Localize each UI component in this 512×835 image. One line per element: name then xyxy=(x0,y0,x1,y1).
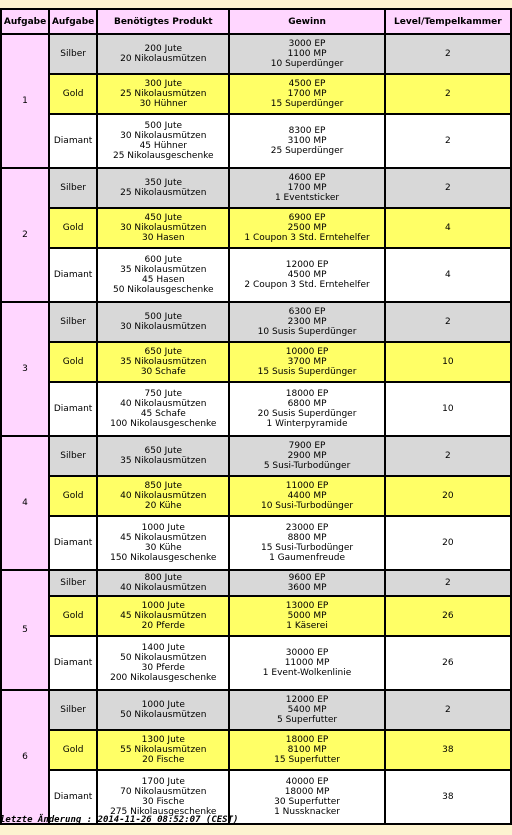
reward-line: 1700 MP xyxy=(287,89,327,99)
reward-line: 6900 EP xyxy=(288,213,326,223)
reward-line: 8300 EP xyxy=(288,126,326,136)
reward-line: 3000 EP xyxy=(288,39,326,49)
reward-cell xyxy=(230,771,383,823)
tier-label: Diamant xyxy=(50,517,96,569)
tier-label: Silber xyxy=(50,35,96,73)
tier-label: Gold xyxy=(50,597,96,635)
product-line: 45 Hasen xyxy=(142,275,185,285)
tier-label: Gold xyxy=(50,343,96,381)
header-aufgabe-number: Aufgabe xyxy=(2,10,48,33)
reward-cell xyxy=(230,517,383,569)
reward-line: 8100 MP xyxy=(287,745,327,755)
level-cell: 2 xyxy=(386,691,510,729)
product-line: 45 Schafe xyxy=(140,409,186,419)
quest-number: 6 xyxy=(2,691,48,823)
product-line: 45 Nikolausmützen xyxy=(120,533,207,543)
reward-line: 2300 MP xyxy=(287,317,327,327)
tier-label: Gold xyxy=(50,209,96,247)
required-product-cell xyxy=(98,115,228,167)
reward-line: 1100 MP xyxy=(287,49,327,59)
required-product-cell xyxy=(98,637,228,689)
required-product-cell xyxy=(98,169,228,207)
reward-line: 12000 EP xyxy=(285,260,329,270)
product-line: 40 Nikolausmützen xyxy=(120,583,207,593)
reward-line: 2 Coupon 3 Std. Erntehelfer xyxy=(244,280,370,290)
reward-cell xyxy=(230,169,383,207)
product-line: 50 Nikolausmützen xyxy=(120,653,207,663)
quest-number: 3 xyxy=(2,303,48,435)
quest-number: 4 xyxy=(2,437,48,569)
quest-row xyxy=(2,437,510,475)
product-line: 500 Jute xyxy=(144,121,183,131)
quest-row xyxy=(2,169,510,207)
quest-row xyxy=(2,209,510,247)
level-cell: 26 xyxy=(386,597,510,635)
product-line: 45 Nikolausmützen xyxy=(120,611,207,621)
reward-line: 15 Superdünger xyxy=(270,99,344,109)
reward-line: 3600 MP xyxy=(287,583,327,593)
product-line: 1000 Jute xyxy=(141,523,185,533)
product-line: 35 Nikolausmützen xyxy=(120,265,207,275)
product-line: 150 Nikolausgeschenke xyxy=(110,553,217,563)
header-product: Benötigtes Produkt xyxy=(98,10,228,33)
quest-number: 1 xyxy=(2,35,48,167)
required-product-cell xyxy=(98,75,228,113)
reward-cell xyxy=(230,597,383,635)
tier-label: Diamant xyxy=(50,637,96,689)
reward-cell xyxy=(230,437,383,475)
product-line: 30 Pferde xyxy=(141,663,185,673)
product-line: 500 Jute xyxy=(144,312,183,322)
reward-line: 3700 MP xyxy=(287,357,327,367)
level-cell: 2 xyxy=(386,169,510,207)
quest-number: 2 xyxy=(2,169,48,301)
reward-cell xyxy=(230,75,383,113)
product-line: 800 Jute xyxy=(144,573,183,583)
product-line: 30 Nikolausmützen xyxy=(120,322,207,332)
reward-line: 15 Superfutter xyxy=(274,755,340,765)
product-line: 25 Nikolausgeschenke xyxy=(112,151,214,161)
level-cell: 2 xyxy=(386,35,510,73)
reward-line: 18000 MP xyxy=(284,787,330,797)
product-line: 30 Schafe xyxy=(140,367,186,377)
reward-line: 5400 MP xyxy=(287,705,327,715)
tier-label: Silber xyxy=(50,169,96,207)
product-line: 55 Nikolausmützen xyxy=(120,745,207,755)
reward-line: 20 Susis Superdünger xyxy=(257,409,357,419)
required-product-cell xyxy=(98,597,228,635)
product-line: 1700 Jute xyxy=(141,777,185,787)
required-product-cell xyxy=(98,249,228,301)
reward-line: 9600 EP xyxy=(288,573,326,583)
product-line: 35 Nikolausmützen xyxy=(120,357,207,367)
reward-line: 1 Event-Wolkenlinie xyxy=(262,668,352,678)
product-line: 750 Jute xyxy=(144,389,183,399)
reward-line: 5 Susi-Turbodünger xyxy=(263,461,351,471)
reward-line: 1 Eventsticker xyxy=(274,193,340,203)
header-row xyxy=(2,10,510,33)
level-cell: 2 xyxy=(386,437,510,475)
product-line: 350 Jute xyxy=(144,178,183,188)
level-cell: 4 xyxy=(386,209,510,247)
reward-line: 10 Susi-Turbodünger xyxy=(260,501,354,511)
reward-cell xyxy=(230,571,383,595)
reward-cell xyxy=(230,731,383,769)
reward-line: 1 Winterpyramide xyxy=(266,419,348,429)
header-aufgabe-tier: Aufgabe xyxy=(50,10,96,33)
quest-row xyxy=(2,571,510,595)
quest-row xyxy=(2,383,510,435)
header-reward: Gewinn xyxy=(230,10,383,33)
reward-line: 1700 MP xyxy=(287,183,327,193)
required-product-cell xyxy=(98,571,228,595)
reward-line: 6800 MP xyxy=(287,399,327,409)
product-line: 50 Nikolausgeschenke xyxy=(112,285,214,295)
reward-line: 13000 EP xyxy=(285,601,329,611)
reward-cell xyxy=(230,383,383,435)
reward-line: 1 Nussknacker xyxy=(274,807,341,817)
product-line: 20 Pferde xyxy=(141,621,185,631)
quest-row xyxy=(2,35,510,73)
quest-number: 5 xyxy=(2,571,48,689)
product-line: 275 Nikolausgeschenke xyxy=(110,807,217,817)
reward-line: 5 Superfutter xyxy=(276,715,338,725)
required-product-cell xyxy=(98,383,228,435)
level-cell: 26 xyxy=(386,637,510,689)
product-line: 650 Jute xyxy=(144,446,183,456)
product-line: 30 Kühe xyxy=(144,543,182,553)
product-line: 30 Hasen xyxy=(142,233,185,243)
reward-line: 1 Coupon 3 Std. Erntehelfer xyxy=(244,233,370,243)
product-line: 200 Nikolausgeschenke xyxy=(110,673,217,683)
product-line: 40 Nikolausmützen xyxy=(120,399,207,409)
reward-line: 4500 MP xyxy=(287,270,327,280)
reward-cell xyxy=(230,691,383,729)
quest-table xyxy=(0,8,512,825)
reward-cell xyxy=(230,209,383,247)
reward-line: 3100 MP xyxy=(287,136,327,146)
required-product-cell xyxy=(98,343,228,381)
reward-cell xyxy=(230,343,383,381)
required-product-cell xyxy=(98,437,228,475)
quest-row xyxy=(2,115,510,167)
required-product-cell xyxy=(98,35,228,73)
quest-row xyxy=(2,517,510,569)
reward-cell xyxy=(230,249,383,301)
required-product-cell xyxy=(98,731,228,769)
tier-label: Diamant xyxy=(50,383,96,435)
quest-row xyxy=(2,75,510,113)
tier-label: Gold xyxy=(50,477,96,515)
product-line: 30 Hühner xyxy=(139,99,187,109)
product-line: 100 Nikolausgeschenke xyxy=(110,419,217,429)
reward-line: 30 Superfutter xyxy=(274,797,340,807)
level-cell: 2 xyxy=(386,571,510,595)
quest-row xyxy=(2,637,510,689)
reward-line: 4500 EP xyxy=(288,79,326,89)
level-cell: 38 xyxy=(386,731,510,769)
level-cell: 2 xyxy=(386,115,510,167)
product-line: 1000 Jute xyxy=(141,700,185,710)
product-line: 25 Nikolausmützen xyxy=(120,89,207,99)
level-cell: 10 xyxy=(386,343,510,381)
last-modified-note: letzte Änderung : 2014-11-26 08:52:07 (CEST) xyxy=(0,815,239,825)
reward-line: 7900 EP xyxy=(288,441,326,451)
reward-line: 23000 EP xyxy=(285,523,329,533)
reward-cell xyxy=(230,303,383,341)
reward-line: 30000 EP xyxy=(285,648,329,658)
product-line: 30 Nikolausmützen xyxy=(120,131,207,141)
product-line: 650 Jute xyxy=(144,347,183,357)
product-line: 300 Jute xyxy=(144,79,183,89)
tier-label: Diamant xyxy=(50,771,96,823)
product-line: 25 Nikolausmützen xyxy=(120,188,207,198)
reward-line: 2900 MP xyxy=(287,451,327,461)
level-cell: 38 xyxy=(386,771,510,823)
level-cell: 2 xyxy=(386,75,510,113)
tier-label: Silber xyxy=(50,691,96,729)
product-line: 1000 Jute xyxy=(141,601,185,611)
reward-line: 4600 EP xyxy=(288,173,326,183)
required-product-cell xyxy=(98,303,228,341)
product-line: 20 Kühe xyxy=(144,501,182,511)
product-line: 200 Jute xyxy=(144,44,183,54)
product-line: 20 Nikolausmützen xyxy=(120,54,207,64)
reward-line: 1 Käserei xyxy=(286,621,328,631)
reward-line: 1 Gaumenfreude xyxy=(269,553,346,563)
header-level: Level/Tempelkammer xyxy=(386,10,510,33)
quest-row xyxy=(2,691,510,729)
reward-cell xyxy=(230,35,383,73)
tier-label: Gold xyxy=(50,75,96,113)
product-line: 1300 Jute xyxy=(141,735,185,745)
reward-line: 11000 MP xyxy=(284,658,330,668)
reward-line: 5000 MP xyxy=(287,611,327,621)
quest-row xyxy=(2,303,510,341)
quest-table-body xyxy=(2,35,510,823)
product-line: 30 Fische xyxy=(142,797,185,807)
product-line: 600 Jute xyxy=(144,255,183,265)
tier-label: Diamant xyxy=(50,249,96,301)
level-cell: 2 xyxy=(386,303,510,341)
level-cell: 20 xyxy=(386,477,510,515)
required-product-cell xyxy=(98,477,228,515)
reward-line: 40000 EP xyxy=(285,777,329,787)
product-line: 1400 Jute xyxy=(141,643,185,653)
reward-line: 8800 MP xyxy=(287,533,327,543)
product-line: 850 Jute xyxy=(144,481,183,491)
reward-line: 25 Superdünger xyxy=(270,146,344,156)
reward-line: 15 Susi-Turbodünger xyxy=(260,543,354,553)
reward-line: 6300 EP xyxy=(288,307,326,317)
tier-label: Diamant xyxy=(50,115,96,167)
required-product-cell xyxy=(98,209,228,247)
reward-line: 12000 EP xyxy=(285,695,329,705)
level-cell: 4 xyxy=(386,249,510,301)
product-line: 450 Jute xyxy=(144,213,183,223)
product-line: 35 Nikolausmützen xyxy=(120,456,207,466)
reward-cell xyxy=(230,637,383,689)
tier-label: Silber xyxy=(50,437,96,475)
product-line: 20 Fische xyxy=(142,755,185,765)
quest-row xyxy=(2,249,510,301)
reward-line: 10 Susis Superdünger xyxy=(257,327,357,337)
level-cell: 10 xyxy=(386,383,510,435)
reward-cell xyxy=(230,477,383,515)
reward-line: 10 Superdünger xyxy=(270,59,344,69)
product-line: 40 Nikolausmützen xyxy=(120,491,207,501)
quest-row xyxy=(2,477,510,515)
level-cell: 20 xyxy=(386,517,510,569)
tier-label: Gold xyxy=(50,731,96,769)
product-line: 45 Hühner xyxy=(139,141,187,151)
reward-line: 11000 EP xyxy=(285,481,329,491)
reward-line: 18000 EP xyxy=(285,735,329,745)
reward-line: 15 Susis Superdünger xyxy=(257,367,357,377)
quest-row xyxy=(2,343,510,381)
quest-row xyxy=(2,597,510,635)
reward-line: 18000 EP xyxy=(285,389,329,399)
tier-label: Silber xyxy=(50,303,96,341)
quest-row xyxy=(2,731,510,769)
reward-line: 10000 EP xyxy=(285,347,329,357)
product-line: 50 Nikolausmützen xyxy=(120,710,207,720)
tier-label: Silber xyxy=(50,571,96,595)
reward-line: 4400 MP xyxy=(287,491,327,501)
reward-line: 2500 MP xyxy=(287,223,327,233)
reward-cell xyxy=(230,115,383,167)
product-line: 30 Nikolausmützen xyxy=(120,223,207,233)
required-product-cell xyxy=(98,691,228,729)
product-line: 70 Nikolausmützen xyxy=(120,787,207,797)
required-product-cell xyxy=(98,517,228,569)
